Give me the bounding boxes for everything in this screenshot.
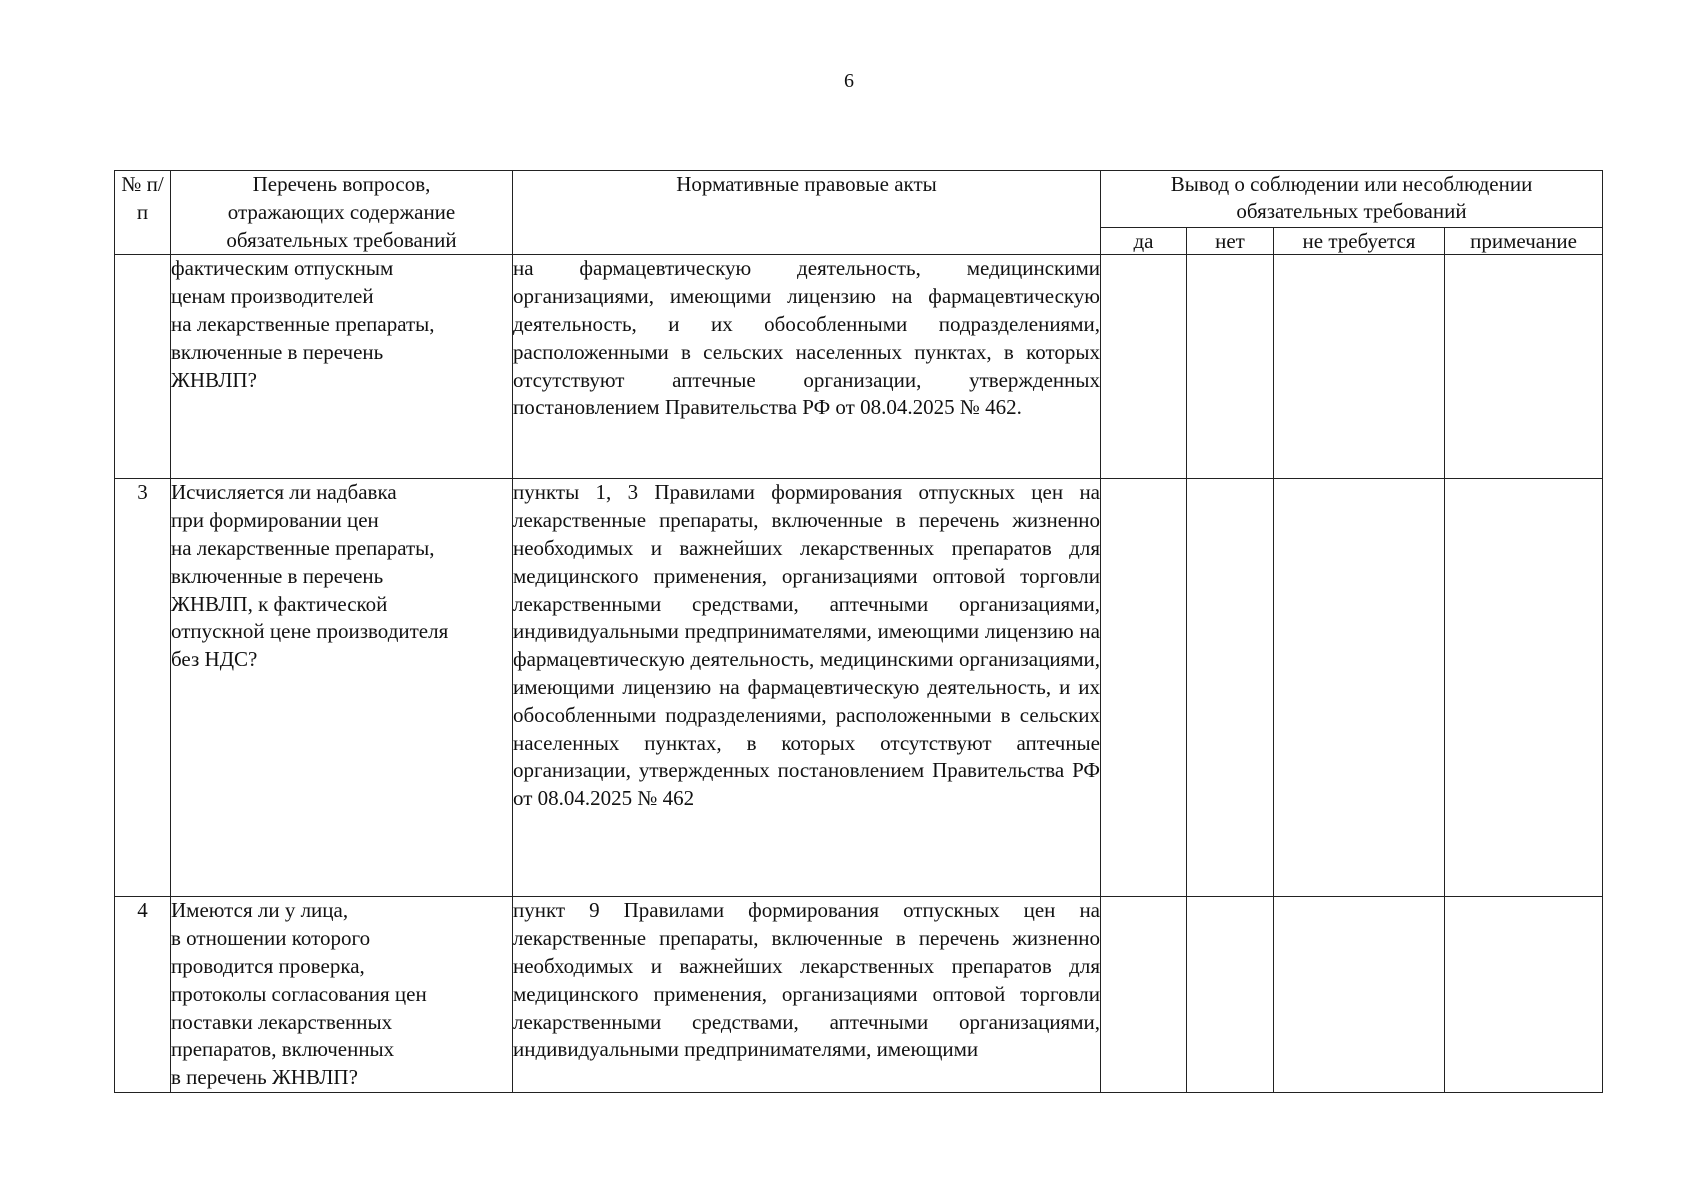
cell-not-required[interactable] xyxy=(1274,479,1445,897)
cell-no[interactable] xyxy=(1187,255,1274,479)
cell-yes[interactable] xyxy=(1101,479,1187,897)
table-row xyxy=(115,479,1603,897)
header-no: нет xyxy=(1187,227,1274,254)
cell-not-required[interactable] xyxy=(1274,897,1445,1093)
row-number: 4 xyxy=(115,897,171,1093)
row-number: 3 xyxy=(115,479,171,897)
cell-note[interactable] xyxy=(1445,255,1603,479)
row-legal-acts: пункт 9 Правилами формирования отпускных цен на лекарственные препараты, включенные в перечень жизненно необходимых и важнейших лекарственных препаратов для медицинского применения, организациями оптовой торговли лекарственными средствами, аптечными организациями, индивидуальными предпринимателями, имеющими xyxy=(513,897,1101,1093)
header-note: примечание xyxy=(1445,227,1603,254)
cell-yes[interactable] xyxy=(1101,255,1187,479)
header-yes: да xyxy=(1101,227,1187,254)
header-not-required: не требуется xyxy=(1274,227,1445,254)
header-questions: Перечень вопросов, отражающих содержание обязательных требований xyxy=(171,171,513,255)
cell-no[interactable] xyxy=(1187,897,1274,1093)
cell-yes[interactable] xyxy=(1101,897,1187,1093)
row-legal-acts: на фармацевтическую деятельность, медицинскими организациями, имеющими лицензию на фармацевтическую деятельность, и их обособленными подразделениями, расположенными в сельских населенных пунктах, в которых отсутствуют аптечные организации, утвержденных постановлением Правительства РФ от 08.04.2025 № 462. xyxy=(513,255,1101,479)
header-legal-acts: Нормативные правовые акты xyxy=(513,171,1101,255)
table-row xyxy=(115,897,1603,1093)
cell-no[interactable] xyxy=(1187,479,1274,897)
header-number: № п/п xyxy=(115,171,171,255)
cell-note[interactable] xyxy=(1445,897,1603,1093)
row-question: Имеются ли у лица, в отношении которого проводится проверка, протоколы согласования цен поставки лекарственных препаратов, включенных в перечень ЖНВЛП? xyxy=(171,897,513,1093)
cell-not-required[interactable] xyxy=(1274,255,1445,479)
row-question: Исчисляется ли надбавка при формировании цен на лекарственные препараты, включенные в перечень ЖНВЛП, к фактической отпускной цене производителя без НДС? xyxy=(171,479,513,897)
table-row xyxy=(115,255,1603,479)
cell-note[interactable] xyxy=(1445,479,1603,897)
row-legal-acts: пункты 1, 3 Правилами формирования отпускных цен на лекарственные препараты, включенные в перечень жизненно необходимых и важнейших лекарственных препаратов для медицинского применения, организациями оптовой торговли лекарственными средствами, аптечными организациями, индивидуальными предпринимателями, имеющими лицензию на фармацевтическую деятельность, медицинскими организациями, имеющими лицензию на фармацевтическую деятельность, и их обособленными подразделениями, расположенными в сельских населенных пунктах, в которых отсутствуют аптечные организации, утвержденных постановлением Правительства РФ от 08.04.2025 № 462 xyxy=(513,479,1101,897)
header-conclusion: Вывод о соблюдении или несоблюдении обязательных требований xyxy=(1101,171,1603,228)
page-number: 6 xyxy=(844,70,854,92)
checklist-table xyxy=(114,170,1603,1093)
row-number xyxy=(115,255,171,479)
row-question: фактическим отпускным ценам производителей на лекарственные препараты, включенные в перечень ЖНВЛП? xyxy=(171,255,513,479)
